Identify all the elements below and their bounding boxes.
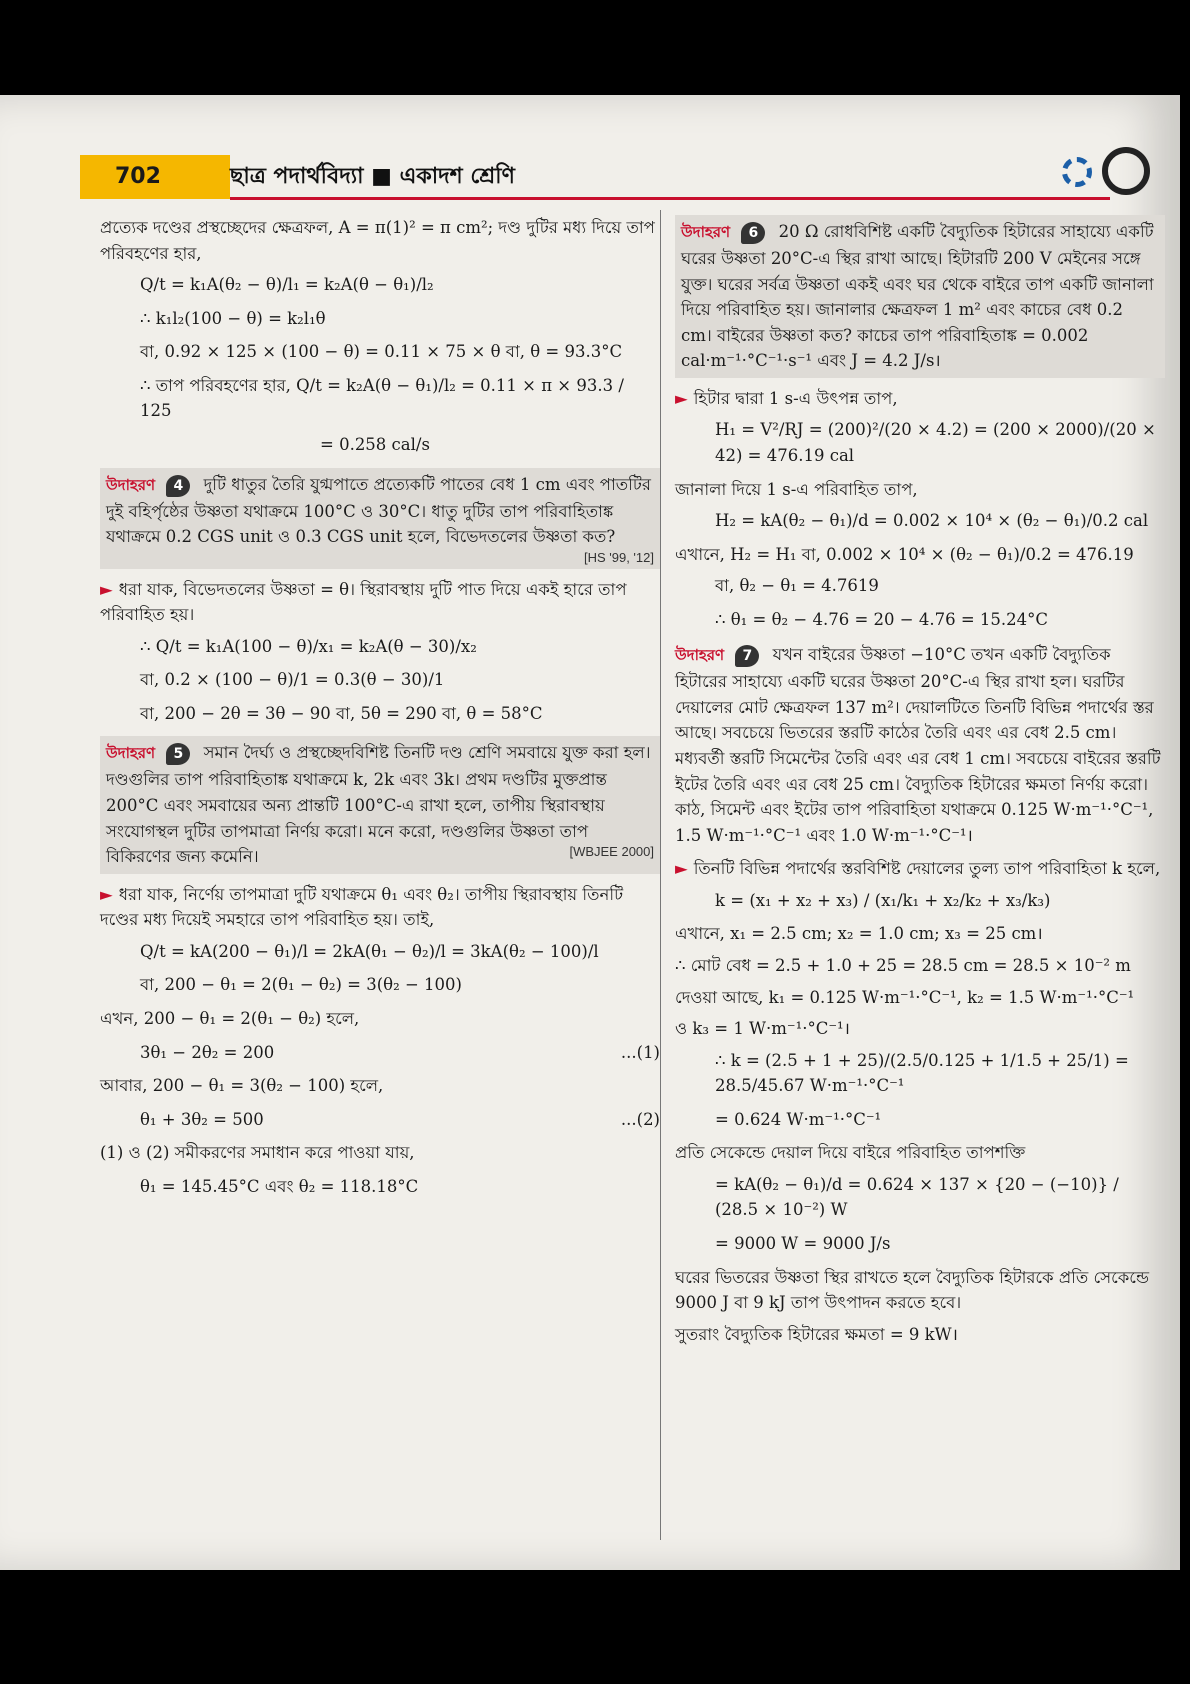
left-column [100,215,660,1207]
header-rule [230,197,1110,200]
equation: Q/t = kA(200 − θ₁)/l = 2kA(θ₁ − θ₂)/l = 3kA(θ₂ − 100)/l [140,941,599,961]
solution-line: জানালা দিয়ে 1 s-এ পরিবাহিত তাপ, [675,479,918,499]
arrow-icon: ► [100,579,113,599]
example-number: 4 [166,475,190,497]
example-text: যখন বাইরের উষ্ণতা −10°C তখন একটি বৈদ্যুতিক হিটারের সাহায্যে একটি ঘরের উষ্ণতা 20°C-এ স্থির রাখা হল। ঘরটির দেয়ালের মোট ক্ষেত্রফল 137 m²। দেয়ালটিতে তিনটি বিভিন্ন পদার্থের স্তর আছে। সবচেয়ে ভিতরের স্তরটি কাঠের তৈরি এবং এর বেধ 2.5 cm। মধ্যবর্তী স্তরটি সিমেন্টের তৈরি এবং এর বেধ 1 cm। সবচেয়ে বাইরের স্তরটি ইটের তৈরি এবং এর বেধ 25 cm। বৈদ্যুতিক হিটারের ক্ষমতা নির্ণয় করো। কাঠ, সিমেন্ট এবং ইটের তাপ পরিবাহিতা যথাক্রমে 0.125 W·m⁻¹·°C⁻¹, 1.5 W·m⁻¹·°C⁻¹ এবং 1.0 W·m⁻¹·°C⁻¹। [675,645,1161,845]
example-number: 7 [735,645,759,667]
equation: বা, 200 − 2θ = 3θ − 90 বা, 5θ = 290 বা, θ = 58°C [140,703,543,723]
solution-line: ও k₃ = 1 W·m⁻¹·°C⁻¹। [675,1019,850,1039]
solution-line: ঘরের ভিতরের উষ্ণতা স্থির রাখতে হলে বৈদ্যুতিক হিটারকে প্রতি সেকেন্ডে 9000 J বা 9 kJ তাপ উৎপাদন করতে হবে। [675,1267,1150,1313]
equation: ∴ Q/t = k₁A(100 − θ)/x₁ = k₂A(θ − 30)/x₂ [140,636,477,656]
equation [100,1040,660,1066]
equation: বা, 200 − θ₁ = 2(θ₁ − θ₂) = 3(θ₂ − 100) [140,975,462,995]
equation: ∴ k₁l₂(100 − θ) = k₂l₁θ [140,308,326,328]
equation: (1) ও (2) সমীকরণের সমাধান করে পাওয়া যায়, [100,1143,415,1163]
equation: = kA(θ₂ − θ₁)/d = 0.624 × 137 × {20 − (−10)} / (28.5 × 10⁻²) W [715,1174,1119,1220]
equation: ∴ তাপ পরিবহণের হার, Q/t = k₂A(θ − θ₁)/l₂ = 0.11 × π × 93.3 / 125 [140,375,624,421]
example-label: উদাহরণ [106,744,156,763]
equation: এখন, 200 − θ₁ = 2(θ₁ − θ₂) হলে, [100,1008,360,1028]
right-column [675,215,1165,1353]
example-label: উদাহরণ [681,223,731,241]
solution-text [675,386,1165,412]
equation: বা, 0.2 × (100 − θ)/1 = 0.3(θ − 30)/1 [140,670,445,690]
small-gear-icon [1062,157,1092,187]
equation-number: ...(1) [620,1042,660,1062]
solution-line: তিনটি বিভিন্ন পদার্থের স্তরবিশিষ্ট দেয়ালের তুল্য তাপ পরিবাহিতা k হলে, [693,859,1161,879]
equation [100,1107,660,1133]
equation: Q/t = k₁A(θ₂ − θ)/l₁ = k₂A(θ − θ₁)/l₂ [140,275,434,295]
equation: H₁ = V²/RJ = (200)²/(20 × 4.2) = (200 × 2000)/(20 × 42) = 476.19 cal [715,420,1156,465]
column-divider [660,210,661,1540]
background-strip [0,1570,1190,1684]
gear-icon [1102,147,1150,195]
intro-text: প্রত্যেক দণ্ডের প্রস্থচ্ছেদের ক্ষেত্রফল, A = π(1)² = π cm²; দণ্ড দুটির মধ্য দিয়ে তাপ পরিবহণের হার, [100,218,655,263]
example-5 [100,736,660,873]
solution-line: ∴ মোট বেধ = 2.5 + 1.0 + 25 = 28.5 cm = 28.5 × 10⁻² m [675,955,1131,975]
example-7 [675,642,1165,848]
equation: ∴ k = (2.5 + 1 + 25)/(2.5/0.125 + 1/1.5 + 25/1) = 28.5/45.67 W·m⁻¹·°C⁻¹ [715,1050,1129,1096]
example-4 [100,468,660,569]
solution-line: এখানে, x₁ = 2.5 cm; x₂ = 1.0 cm; x₃ = 25 cm। [675,924,1043,944]
example-6 [675,215,1165,378]
equation-text: θ₁ + 3θ₂ = 500 [140,1109,264,1129]
equation: θ₁ = 145.45°C এবং θ₂ = 118.18°C [140,1176,419,1196]
arrow-icon: ► [100,884,113,904]
equation: = 0.258 cal/s [320,434,430,454]
citation: [HS '99, '12] [583,549,654,565]
solution-text [675,856,1165,882]
page-header [80,155,1170,205]
equation: = 9000 W = 9000 J/s [715,1234,891,1253]
solution-intro: ধরা যাক, নির্ণেয় তাপমাত্রা দুটি যথাক্রমে θ₁ এবং θ₂। তাপীয় স্থিরাবস্থায় তিনটি দণ্ডের মধ্য দিয়েই সমহারে তাপ পরিবাহিত হয়। তাই, [100,884,624,930]
equation-text: 3θ₁ − 2θ₂ = 200 [140,1042,275,1062]
citation: [WBJEE 2000] [569,844,654,860]
equation: H₂ = kA(θ₂ − θ₁)/d = 0.002 × 10⁴ × (θ₂ − θ₁)/0.2 cal [715,511,1149,531]
equation: k = (x₁ + x₂ + x₃) / (x₁/k₁ + x₂/k₂ + x₃/k₃) [715,890,1051,910]
equation: ∴ θ₁ = θ₂ − 4.76 = 20 − 4.76 = 15.24°C [715,609,1048,629]
arrow-icon: ► [675,859,688,879]
solution-line: হিটার দ্বারা 1 s-এ উৎপন্ন তাপ, [693,388,898,408]
solution-text [100,577,660,628]
solution-line: প্রতি সেকেন্ডে দেয়াল দিয়ে বাইরে পরিবাহিত তাপশক্তি [675,1143,1026,1163]
example-text: দুটি ধাতুর তৈরি যুগ্মপাতে প্রত্যেকটি পাতের বেধ 1 cm এবং পাতটির দুই বহির্পৃষ্ঠের উষ্ণতা যথাক্রমে 100°C ও 30°C। ধাতু দুটির তাপ পরিবাহিতাঙ্ক যথাক্রমে 0.2 CGS unit ও 0.3 CGS unit হলে, বিভেদতলের উষ্ণতা কত? [106,474,651,547]
equation: এখানে, H₂ = H₁ বা, 0.002 × 10⁴ × (θ₂ − θ₁)/0.2 = 476.19 [675,544,1134,564]
example-label: উদাহরণ [106,475,156,494]
book-title: ছাত্র পদার্থবিদ্যা ■ একাদশ শ্রেণি [230,164,515,189]
equation: = 0.624 W·m⁻¹·°C⁻¹ [715,1109,882,1129]
page-number: 702 [80,155,230,199]
equation: বা, θ₂ − θ₁ = 4.7619 [715,576,879,596]
solution-text [100,882,660,933]
example-text: 20 Ω রোধবিশিষ্ট একটি বৈদ্যুতিক হিটারের সাহায্যে একটি ঘরের উষ্ণতা 20°C-এ স্থির রাখা আছে। হিটারটি 200 V মেইনের সঙ্গে যুক্ত। ঘরের সর্বত্র উষ্ণতা একই এবং ঘর থেকে বাইরে তাপ একটি জানালা দিয়ে পরিবাহিত হয়। জানালার ক্ষেত্রফল 1 m² এবং কাচের বেধ 0.2 cm। বাইরের উষ্ণতা কত? কাচের তাপ পরিবাহিতাঙ্ক = 0.002 cal·m⁻¹·°C⁻¹·s⁻¹ এবং J = 4.2 J/s। [681,222,1154,371]
solution-line: দেওয়া আছে, k₁ = 0.125 W·m⁻¹·°C⁻¹, k₂ = 1.5 W·m⁻¹·°C⁻¹ [675,987,1135,1007]
example-number: 5 [166,743,190,765]
solution-line: সুতরাং বৈদ্যুতিক হিটারের ক্ষমতা = 9 kW। [675,1324,958,1344]
arrow-icon: ► [675,388,688,408]
example-number: 6 [741,222,765,244]
equation: বা, 0.92 × 125 × (100 − θ) = 0.11 × 75 × θ বা, θ = 93.3°C [140,342,623,362]
example-label: উদাহরণ [675,646,725,665]
solution-intro: ধরা যাক, বিভেদতলের উষ্ণতা = θ। স্থিরাবস্থায় দুটি পাত দিয়ে একই হারে তাপ পরিবাহিত হয়। [100,579,627,625]
equation: আবার, 200 − θ₁ = 3(θ₂ − 100) হলে, [100,1076,384,1096]
equation-number: ...(2) [620,1109,660,1129]
example-text: সমান দৈর্ঘ্য ও প্রস্থচ্ছেদবিশিষ্ট তিনটি দণ্ড শ্রেণি সমবায়ে যুক্ত করা হল। দণ্ডগুলির তাপ পরিবাহিতাঙ্ক যথাক্রমে k, 2k এবং 3k। প্রথম দণ্ডটির মুক্তপ্রান্ত 200°C এবং সমবায়ের অন্য প্রান্তটি 100°C-এ রাখা হলে, তাপীয় স্থিরাবস্থায় সংযোগস্থল দুটির তাপমাত্রা নির্ণয় করো। মনে করো, দণ্ডগুলির উষ্ণতা তাপ বিকিরণের জন্য কমেনি। [106,743,651,867]
